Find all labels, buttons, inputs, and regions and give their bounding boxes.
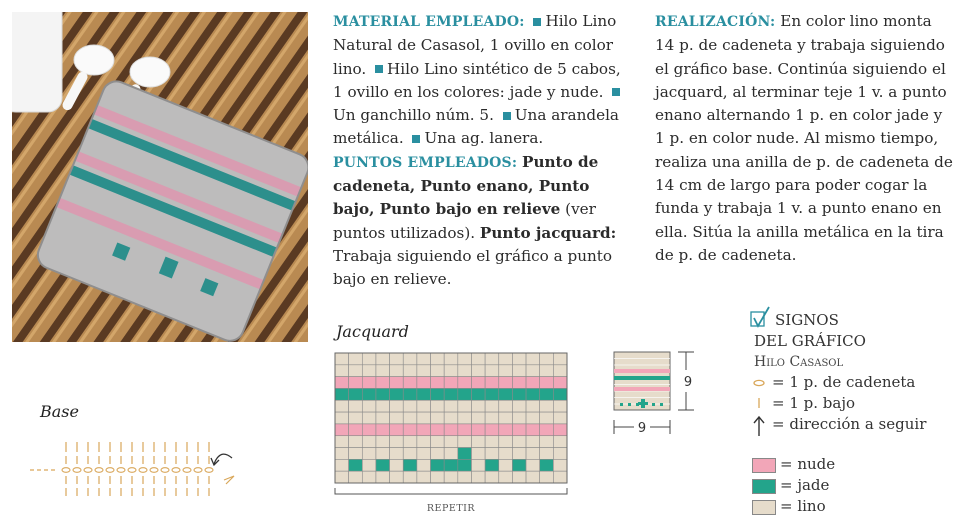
jacquard-cell [349,436,363,448]
jacquard-cell [553,353,567,365]
legend-subtitle: Hilo Casasol [754,354,844,370]
jacquard-cell [471,365,485,377]
jacquard-cell [362,353,376,365]
jacquard-cell [499,471,513,483]
jacquard-cell [512,353,526,365]
lino-color-swatch [752,500,776,515]
jacquard-cell [444,365,458,377]
jacquard-cell [458,400,472,412]
legend-symbol-bajo: = 1 p. bajo [772,394,856,412]
jacquard-cell [553,471,567,483]
jacquard-cell [444,388,458,400]
nude-color-swatch [752,458,776,473]
jacquard-cell [444,471,458,483]
jacquard-cell [335,471,349,483]
jacquard-cell [349,353,363,365]
jacquard-cell [485,436,499,448]
jacquard-cell [444,377,458,389]
jacquard-cell [403,436,417,448]
jacquard-cell [362,459,376,471]
jacquard-cell [376,459,390,471]
jacquard-cell [335,365,349,377]
jacquard-cell [431,459,445,471]
jacquard-cell [362,388,376,400]
jacquard-cell [540,400,554,412]
repeat-bracket [335,488,567,494]
repeat-label: REPETIR [426,503,476,514]
jacquard-cell [485,365,499,377]
jacquard-chart [330,348,575,518]
jacquard-cell [362,471,376,483]
jacquard-cell [458,412,472,424]
jacquard-cell [349,400,363,412]
jacquard-cell [512,436,526,448]
jacquard-cell [553,365,567,377]
jacquard-cell [499,412,513,424]
jacquard-cell [485,400,499,412]
jacquard-cell [362,424,376,436]
jacquard-cell [540,424,554,436]
jacquard-cell [431,448,445,460]
gauge-swatch-diagram [608,346,698,438]
jacquard-cell [362,377,376,389]
jacquard-cell [403,400,417,412]
jacquard-cell [485,459,499,471]
jacquard-cell [335,459,349,471]
jacquard-cell [458,353,472,365]
jacquard-cell [458,459,472,471]
jacquard-cell [362,365,376,377]
jacquard-cell [390,471,404,483]
jacquard-cell [349,412,363,424]
jacquard-cell [485,388,499,400]
jacquard-cell [458,424,472,436]
jacquard-cell [376,448,390,460]
jacquard-cell [526,448,540,460]
jacquard-cell [376,436,390,448]
jacquard-cell [499,436,513,448]
legend-title-line2: DEL GRÁFICO [754,332,866,350]
jacquard-cell [499,353,513,365]
jacquard-cell [499,377,513,389]
realizacion-column [655,10,955,267]
chain-stitch [205,468,213,473]
jacquard-cell [335,424,349,436]
material-item: Una arandela metálica. [333,106,619,148]
jacquard-cell [362,436,376,448]
jacquard-title: Jacquard [336,322,409,341]
bullet-square-icon [533,18,541,26]
single-crochet-bar-icon [752,396,766,410]
jacquard-cell [431,353,445,365]
jacquard-cell [444,353,458,365]
jacquard-cell [349,459,363,471]
jacquard-cell [553,459,567,471]
chain-stitch [106,468,114,473]
legend-symbol-direction: = dirección a seguir [772,415,927,433]
jacquard-cell [362,400,376,412]
chain-oval-icon [752,376,766,388]
jacquard-cell [471,448,485,460]
jacquard-cell [499,388,513,400]
jacquard-cell [349,365,363,377]
jacquard-cell [376,424,390,436]
jacquard-cell [431,436,445,448]
chain-stitch [73,468,81,473]
chain-stitch [172,468,180,473]
jacquard-cell [512,365,526,377]
jacquard-cell [512,471,526,483]
jacquard-cell [526,353,540,365]
jacquard-cell [431,424,445,436]
jacquard-cell [471,377,485,389]
jacquard-cell [540,353,554,365]
jacquard-cell [403,448,417,460]
jacquard-cell [403,353,417,365]
jacquard-cell [471,412,485,424]
jacquard-cell [390,459,404,471]
chain-stitch [194,468,202,473]
jacquard-cell [390,448,404,460]
jacquard-cell [471,400,485,412]
jacquard-cell [403,365,417,377]
jacquard-cell [376,377,390,389]
jacquard-cell [526,377,540,389]
chain-stitch [84,468,92,473]
jacquard-cell [485,412,499,424]
jacquard-cell [540,412,554,424]
chain-stitch [183,468,191,473]
swatch-height-label: 9 [683,375,693,390]
jacquard-cell [390,400,404,412]
realizacion-text: En color lino monta 14 p. de cadeneta y trabaja siguiendo el gráfico base. Continúa siguiendo el jacquard, al terminar teje 1 v. a punto enano alternando 1 p. en color jade y 1 p. en color nude. Al mismo tiempo, realiza una anilla de p. de cadeneta de 14 cm de largo para poder cogar la funda y trabaja 1 v. a punto enano en ella. Sitúa la anilla metálica en la tira de p. de cadeneta. [655,12,953,264]
jacquard-cell [499,400,513,412]
jacquard-cell [540,459,554,471]
jacquard-cell [431,388,445,400]
jacquard-cell [485,471,499,483]
jacquard-cell [431,412,445,424]
jacquard-cell [390,424,404,436]
jacquard-cell [553,400,567,412]
jacquard-cell [526,471,540,483]
puntos-stitches: Punto de cadeneta, Punto enano, Punto bajo, Punto bajo en relieve [333,152,599,219]
jacquard-cell [526,459,540,471]
jacquard-cell [417,377,431,389]
jacquard-cell [485,353,499,365]
jacquard-cell [403,388,417,400]
jacquard-cell [417,471,431,483]
jacquard-cell [444,424,458,436]
puntos-note: (ver puntos utilizados). [333,200,596,242]
jacquard-cell [444,412,458,424]
jacquard-cell [335,377,349,389]
jacquard-cell [526,436,540,448]
jacquard-cell [335,448,349,460]
jacquard-cell [376,471,390,483]
jacquard-cell [553,412,567,424]
jacquard-cell [458,471,472,483]
jacquard-cell [458,388,472,400]
jacquard-cell [349,424,363,436]
chain-stitch [117,468,125,473]
jacquard-cell [526,424,540,436]
jacquard-cell [540,436,554,448]
base-chart [28,440,248,500]
jacquard-cell [403,459,417,471]
jacquard-cell [512,412,526,424]
jacquard-cell [512,377,526,389]
chain-stitch [95,468,103,473]
legend-title-line1: SIGNOS [775,311,839,329]
legend-symbol-chain: = 1 p. de cadeneta [772,373,916,391]
jacquard-cell [540,365,554,377]
jacquard-cell [471,436,485,448]
jacquard-cell [458,377,472,389]
jacquard-cell [458,365,472,377]
jacquard-cell [362,412,376,424]
jacquard-cell [499,448,513,460]
jacquard-cell [349,377,363,389]
jacquard-cell [553,448,567,460]
bullet-square-icon [503,112,511,120]
jacquard-cell [362,448,376,460]
chain-stitch [62,468,70,473]
material-item: Hilo Lino Natural de Casasol, 1 ovillo en color lino. [333,12,617,78]
jacquard-cell [417,412,431,424]
chain-stitch [128,468,136,473]
arrow-up-icon [751,415,767,437]
jacquard-cell [403,412,417,424]
jacquard-cell [540,471,554,483]
jade-color-swatch [752,479,776,494]
jacquard-cell [458,448,472,460]
jacquard-cell [553,377,567,389]
jacquard-cell [349,448,363,460]
jacquard-cell [417,388,431,400]
jacquard-cell [512,459,526,471]
jacquard-cell [390,353,404,365]
jacquard-cell [390,377,404,389]
jacquard-cell [417,424,431,436]
jacquard-cell [431,471,445,483]
legend-color-lino: = lino [780,497,826,515]
jacquard-cell [431,377,445,389]
jacquard-cell [335,436,349,448]
jacquard-cell [417,400,431,412]
material-item: Hilo Lino sintético de 5 cabos, 1 ovillo en los colores: jade y nude. [333,59,621,101]
jacquard-cell [376,412,390,424]
jacquard-cell [526,400,540,412]
jacquard-cell [376,400,390,412]
bullet-square-icon [612,88,620,96]
chain-stitch [161,468,169,473]
bullet-square-icon [375,65,383,73]
jacquard-cell [431,400,445,412]
jacquard-cell [471,388,485,400]
base-title: Base [40,402,79,421]
materials-column [333,10,629,292]
jacquard-cell [417,459,431,471]
swatch-width-label: 9 [637,421,647,436]
jacquard-cell [403,377,417,389]
jacquard-cell [512,424,526,436]
realizacion-heading: REALIZACIÓN: [655,14,776,30]
jacquard-cell [417,353,431,365]
jacquard-cell [417,365,431,377]
jacquard-cell [390,388,404,400]
jacquard-cell [512,448,526,460]
jacquard-cell [553,436,567,448]
jacquard-cell [390,365,404,377]
jacquard-cell [512,400,526,412]
chain-stitch [150,468,158,473]
jacquard-cell [335,388,349,400]
jacquard-cell [417,448,431,460]
jacquard-cell [390,412,404,424]
jacquard-cell [349,471,363,483]
puntos-heading: PUNTOS EMPLEADOS: [333,154,518,171]
jacquard-cell [390,436,404,448]
jacquard-cell [444,448,458,460]
jacquard-cell [444,459,458,471]
jacquard-cell [403,471,417,483]
chain-stitch [139,468,147,473]
jacquard-cell [499,365,513,377]
jacquard-cell [335,353,349,365]
jacquard-cell [403,424,417,436]
jacquard-cell [444,436,458,448]
legend-color-nude: = nude [780,455,836,473]
jacquard-cell [471,424,485,436]
jacquard-cell [540,448,554,460]
jacquard-cell [335,400,349,412]
material-item: Una ag. lanera. [424,129,544,148]
jacquard-cell [417,436,431,448]
jacquard-cell [431,365,445,377]
jacquard-cell [376,365,390,377]
checkmark-icon [750,306,772,330]
jacquard-cell [512,388,526,400]
jacquard-cell [485,448,499,460]
jacquard-cell [553,388,567,400]
jacquard-cell [485,424,499,436]
jacquard-cell [540,388,554,400]
jacquard-cell [458,436,472,448]
jacquard-cell [526,388,540,400]
jacquard-cell [526,412,540,424]
jacquard-cell [499,424,513,436]
material-heading: MATERIAL EMPLEADO: [333,14,525,30]
jacquard-label: Punto jacquard: [479,223,617,242]
jacquard-cell [349,388,363,400]
bullet-square-icon [412,135,420,143]
jacquard-cell [499,459,513,471]
jacquard-cell [376,388,390,400]
jacquard-cell [471,471,485,483]
jacquard-cell [471,353,485,365]
jacquard-instructions: Trabaja siguiendo el gráfico a punto bajo en relieve. [333,246,613,289]
jacquard-cell [540,377,554,389]
jacquard-cell [553,424,567,436]
jacquard-cell [526,365,540,377]
jacquard-cell [376,353,390,365]
jacquard-cell [335,412,349,424]
jacquard-cell [444,400,458,412]
material-item: Un ganchillo núm. 5. [333,106,494,125]
legend-color-jade: = jade [780,476,830,494]
product-photo [12,12,308,342]
jacquard-cell [485,377,499,389]
jacquard-cell [471,459,485,471]
